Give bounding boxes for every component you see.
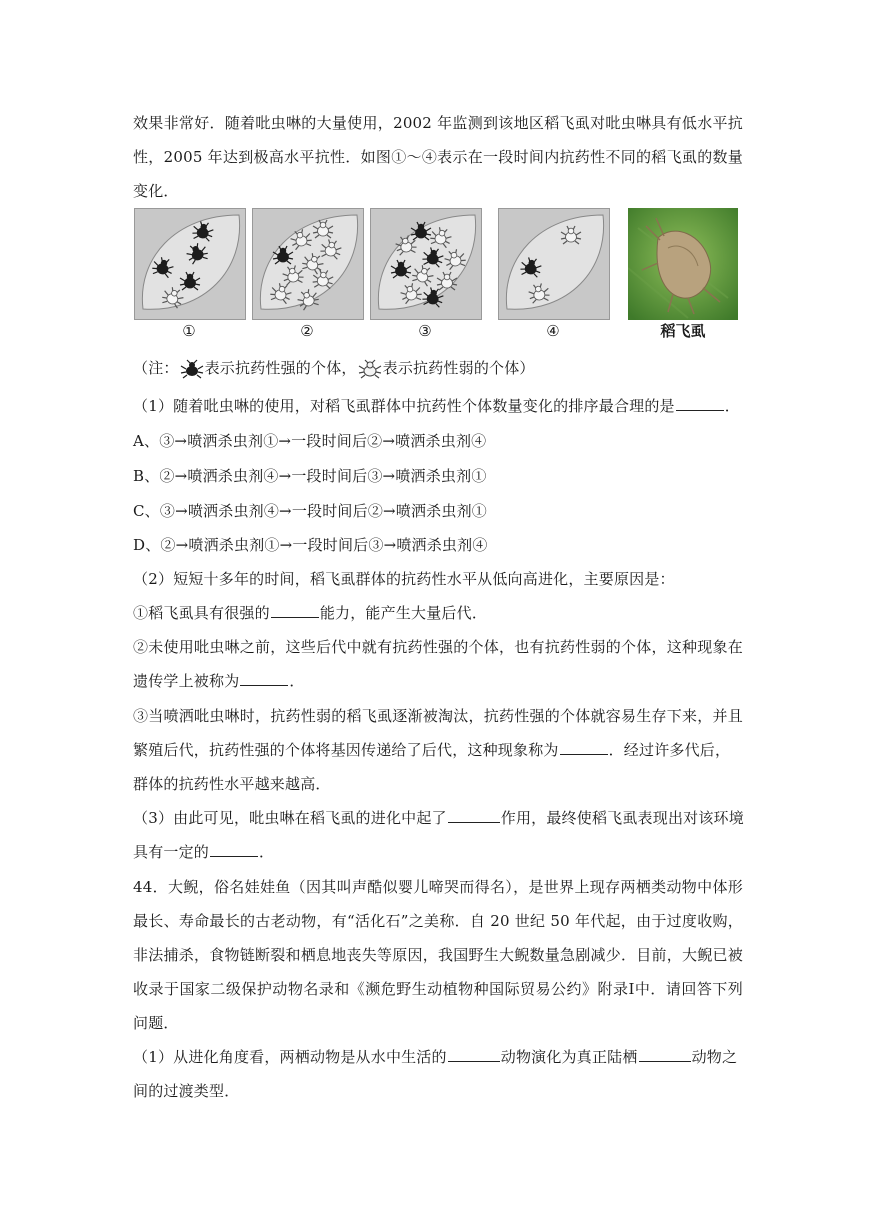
caption-planthopper: 稻飞虱 [660, 322, 706, 340]
note-weak-text: 表示抗药性弱的个体） [382, 359, 535, 377]
q1-option-a[interactable]: A、③→喷洒杀虫剂①→一段时间后②→喷洒杀虫剂④ [133, 432, 487, 450]
q2-b-blank[interactable] [240, 671, 288, 686]
weak-bug-icon [357, 359, 383, 379]
caption-1: ① [182, 322, 196, 340]
q3-line1 [133, 808, 743, 828]
leaf-graphic-4 [499, 209, 609, 319]
q44-sub1-blank-2[interactable] [639, 1047, 691, 1062]
q44-sub1-mid: 动物演化为真正陆栖 [500, 1048, 638, 1066]
strong-bug-icon [179, 359, 205, 379]
q2-b-text: 遗传学上被称为 [133, 672, 240, 690]
leaf-graphic-3 [371, 209, 481, 319]
q44-line1: 44．大鲵，俗名娃娃鱼（因其叫声酷似婴儿啼哭而得名），是世界上现存两栖类动物中体形 [133, 878, 743, 896]
q44-line3: 非法捕杀，食物链断裂和栖息地丧失等原因，我国野生大鲵数量急剧减少．目前，大鲵已被 [133, 946, 743, 964]
q2-part-c-line1: ③当喷洒吡虫啉时，抗药性弱的稻飞虱逐渐被淘汰，抗药性强的个体就容易生存下来，并且 [133, 707, 743, 725]
q2-a-end: 能力，能产生大量后代． [319, 604, 488, 622]
planthopper-photo [628, 208, 738, 320]
figure-panel-2 [252, 208, 364, 320]
caption-4: ④ [546, 322, 560, 340]
q2-b-end: ． [289, 672, 305, 690]
q3-blank-2[interactable] [210, 842, 258, 857]
q44-sub1-line2: 间的过渡类型． [133, 1082, 240, 1100]
intro-line-1: 效果非常好．随着吡虫啉的大量使用，2002 年监测到该地区稻飞虱对吡虫啉具有低水平抗 [133, 114, 743, 132]
q3-line2 [133, 842, 743, 862]
note-strong-text: 表示抗药性强的个体， [204, 359, 357, 377]
intro-line-3: 变化． [133, 182, 179, 200]
q44-line4: 收录于国家二级保护动物名录和《濒危野生动植物种国际贸易公约》附录Ⅰ中．请回答下列 [133, 980, 743, 998]
figure-panel-4 [498, 208, 610, 320]
q44-sub1-blank-1[interactable] [448, 1047, 500, 1062]
q1-option-d[interactable]: D、②→喷洒杀虫剂①→一段时间后③→喷洒杀虫剂④ [133, 536, 488, 554]
q2-part-a [133, 603, 743, 623]
q2-c-blank[interactable] [560, 740, 608, 755]
q3-line2-end: ． [259, 843, 275, 861]
leaf-graphic-2 [253, 209, 363, 319]
q2-part-b-line1: ②未使用吡虫啉之前，这些后代中就有抗药性强的个体，也有抗药性弱的个体，这种现象在 [133, 638, 743, 656]
q2-part-c-line2 [133, 740, 743, 760]
q44-line5: 问题． [133, 1014, 179, 1032]
caption-3: ③ [418, 322, 432, 340]
q3-text: （3）由此可见，吡虫啉在稻飞虱的进化中起了 [133, 809, 447, 827]
q3-text-after: 作用，最终使稻飞虱表现出对该环境 [500, 809, 744, 827]
q1-stem-end: ． [724, 397, 740, 415]
q44-line2: 最长、寿命最长的古老动物，有“活化石”之美称．自 20 世纪 50 年代起，由于过度收购， [133, 912, 743, 930]
q2-a-blank[interactable] [271, 603, 319, 618]
leaf-graphic-1 [135, 209, 245, 319]
q3-blank-1[interactable] [448, 808, 500, 823]
q44-sub1-text: （1）从进化角度看，两栖动物是从水中生活的 [133, 1048, 447, 1066]
q3-line2-text: 具有一定的 [133, 843, 210, 861]
q44-sub1-end: 动物之 [691, 1048, 738, 1066]
q1-stem-text: （1）随着吡虫啉的使用，对稻飞虱群体中抗药性个体数量变化的排序最合理的是 [133, 397, 675, 415]
q2-part-c-line3: 群体的抗药性水平越来越高． [133, 775, 331, 793]
figure-note [133, 358, 743, 379]
figure-panel-1 [134, 208, 246, 320]
note-prefix: （注： [133, 359, 179, 377]
q2-c-end: ．经过许多代后， [608, 741, 731, 759]
caption-2: ② [300, 322, 314, 340]
q1-option-c[interactable]: C、③→喷洒杀虫剂④→一段时间后②→喷洒杀虫剂① [133, 502, 487, 520]
figure-panel-3 [370, 208, 482, 320]
q2-stem: （2）短短十多年的时间，稻飞虱群体的抗药性水平从低向高进化，主要原因是： [133, 570, 675, 588]
figure-row [134, 208, 740, 338]
q2-part-b-line2 [133, 671, 743, 691]
q1-option-b[interactable]: B、②→喷洒杀虫剂④→一段时间后③→喷洒杀虫剂① [133, 467, 487, 485]
intro-line-2: 性，2005 年达到极高水平抗性．如图①～④表示在一段时间内抗药性不同的稻飞虱的数量 [133, 148, 743, 166]
q2-a-text: ①稻飞虱具有很强的 [133, 604, 270, 622]
q1-stem [133, 396, 743, 416]
q1-answer-blank[interactable] [676, 396, 724, 411]
q44-sub1-line1 [133, 1047, 743, 1067]
q2-c-text: 繁殖后代，抗药性强的个体将基因传递给了后代，这种现象称为 [133, 741, 559, 759]
